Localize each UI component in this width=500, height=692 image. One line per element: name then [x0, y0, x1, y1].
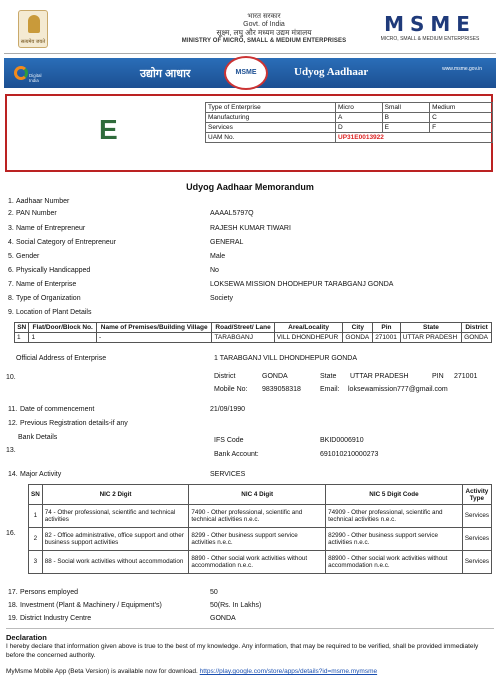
digital-india-icon	[14, 66, 28, 80]
field-label: Previous Registration details-if any	[20, 420, 128, 427]
emblem-text: सत्यमेव जयते	[20, 39, 46, 45]
field-social-category: 4. Social Category of Entrepreneur	[8, 239, 116, 246]
table-cell: B	[382, 113, 430, 123]
table-cell: TARABGANJ	[212, 333, 274, 343]
grade-letter: E	[99, 114, 118, 145]
table-cell: VILL DHONDHEPUR	[274, 333, 343, 343]
column-header: District	[462, 323, 492, 333]
field-value: 50(Rs. In Lakhs)	[210, 602, 262, 609]
field-value: RAJESH KUMAR TIWARI	[210, 225, 291, 232]
column-header: Flat/Door/Block No.	[29, 323, 96, 333]
field-value: 50	[210, 589, 218, 596]
table-cell: Type of Enterprise	[206, 103, 336, 113]
field-value: AAAAL5797Q	[210, 210, 254, 217]
table-row	[206, 123, 493, 133]
official-address-line: 1 TARABGANJ VILL DHONDHEPUR GONDA	[214, 355, 358, 362]
table-cell: 88900 - Other social work activities without accommodation n.e.c.	[326, 551, 463, 574]
column-header: City	[343, 323, 373, 333]
uam-number: UP31E0013922	[336, 133, 493, 143]
field-major-activity: 14. Major Activity	[8, 471, 62, 478]
field-number: 10.	[6, 374, 16, 381]
column-header: SN	[15, 323, 29, 333]
field-label: Location of Plant Details	[16, 309, 92, 316]
field-investment: 18. Investment (Plant & Machinery / Equipment's)	[8, 602, 162, 609]
column-header: NIC 5 Digit Code	[326, 485, 463, 505]
ministry-english: MINISTRY OF MICRO, SMALL & MEDIUM ENTERPRISES	[181, 38, 347, 44]
field-label: Name of Entrepreneur	[16, 225, 86, 232]
msme-logo	[370, 12, 490, 42]
ministry-hindi: सूक्ष्म, लघु और मध्यम उद्यम मंत्रालय	[216, 28, 312, 37]
table-cell: UTTAR PRADESH	[400, 333, 461, 343]
field-label: Investment (Plant & Machinery / Equipment's)	[20, 602, 162, 609]
table-row	[29, 505, 492, 528]
declaration-title: Declaration	[6, 633, 47, 642]
account-label: Bank Account:	[214, 451, 259, 458]
table-row	[206, 103, 493, 113]
pin-label: PIN	[432, 373, 444, 380]
ifs-label: IFS Code	[214, 437, 244, 444]
table-cell: 74909 - Other professional, scientific and technical activities n.e.c.	[326, 505, 463, 528]
field-label: Physically Handicapped	[16, 267, 91, 274]
state-value: UTTAR PRADESH	[350, 373, 409, 380]
msme-logo-text: MSME	[384, 12, 476, 36]
field-number: 16.	[6, 530, 16, 537]
table-cell: Services	[206, 123, 336, 133]
table-cell: GONDA	[343, 333, 373, 343]
field-commencement: 11. Date of commencement	[8, 406, 95, 413]
table-cell: 7490 - Other professional, scientific and technical activities n.e.c.	[189, 505, 326, 528]
email-label: Email:	[320, 386, 340, 393]
email-value: loksewamission777@gmail.com	[348, 386, 448, 393]
field-label: PAN Number	[16, 210, 57, 217]
field-value: Male	[210, 253, 226, 260]
column-header: State	[400, 323, 461, 333]
nic-activity-table	[28, 484, 492, 574]
field-label: Persons employed	[20, 589, 78, 596]
field-district-industry-centre: 19. District Industry Centre	[8, 615, 92, 622]
table-cell: Micro	[336, 103, 383, 113]
table-cell: 3	[29, 551, 43, 574]
table-cell: 74 - Other professional, scientific and technical activities	[42, 505, 189, 528]
udyog-aadhaar-banner	[4, 58, 496, 88]
table-cell: A	[336, 113, 383, 123]
field-value: GENERAL	[210, 239, 244, 246]
table-row	[15, 333, 492, 343]
table-cell: 2	[29, 528, 43, 551]
table-cell: Services	[462, 505, 491, 528]
field-enterprise-name: 7. Name of Enterprise	[8, 281, 77, 288]
ifs-value: BKID0006910	[320, 437, 364, 444]
field-label: Major Activity	[20, 471, 62, 478]
column-header: Name of Premises/Building Village	[96, 323, 212, 333]
field-label: Gender	[16, 253, 40, 260]
app-download-link[interactable]: https://play.google.com/store/apps/details?id=msme.mymsme	[199, 668, 378, 675]
gov-english: Govt. of India	[243, 21, 285, 28]
field-label: Type of Organization	[16, 295, 81, 302]
digital-india-text: Digital India	[29, 73, 42, 83]
table-cell: 8299 - Other business support service activities n.e.c.	[189, 528, 326, 551]
banner-hindi-title: उद्योग आधार	[140, 68, 191, 80]
field-handicapped: 6. Physically Handicapped	[8, 267, 91, 274]
pin-value: 271001	[454, 373, 478, 380]
table-cell: Medium	[430, 103, 493, 113]
government-title	[164, 12, 364, 44]
field-value: No	[210, 267, 219, 274]
field-pan: 2. PAN Number	[8, 210, 57, 217]
field-label: Aadhaar Number	[16, 198, 70, 205]
table-cell: GONDA	[462, 333, 492, 343]
digital-india-logo	[14, 64, 50, 82]
state-label: State	[320, 373, 337, 380]
divider	[6, 628, 494, 629]
table-header-row	[29, 485, 492, 505]
field-number: 13.	[6, 447, 16, 454]
field-value: GONDA	[210, 615, 236, 622]
udyog-aadhaar-seal-icon	[224, 56, 268, 90]
mobile-value: 9839058318	[262, 386, 301, 393]
field-plant-location: 9. Location of Plant Details	[8, 309, 92, 316]
table-cell: 1	[29, 333, 96, 343]
column-header: NIC 4 Digit	[189, 485, 326, 505]
header	[4, 4, 496, 54]
table-cell: 1	[29, 505, 43, 528]
field-aadhaar: 1. Aadhaar Number	[8, 198, 70, 205]
table-cell: C	[430, 113, 493, 123]
document-title: Udyog Aadhaar Memorandum	[186, 182, 314, 192]
column-header: SN	[29, 485, 43, 505]
table-cell: Services	[462, 528, 491, 551]
table-cell: -	[96, 333, 212, 343]
table-row	[29, 528, 492, 551]
mobile-label: Mobile No:	[214, 386, 248, 393]
field-value: 21/09/1990	[210, 406, 246, 413]
field-organization-type: 8. Type of Organization	[8, 295, 81, 302]
column-header: Road/Street/ Lane	[212, 323, 274, 333]
field-value: SERVICES	[210, 471, 246, 478]
field-label: District Industry Centre	[20, 615, 92, 622]
field-gender: 5. Gender	[8, 253, 40, 260]
table-cell: 271001	[373, 333, 401, 343]
district-label: District	[214, 373, 236, 380]
account-value: 691010210000273	[320, 451, 379, 458]
table-cell: 82990 - Other business support service activities n.e.c.	[326, 528, 463, 551]
enterprise-type-table	[205, 102, 493, 143]
field-previous-registration: 12. Previous Registration details-if any	[8, 420, 128, 427]
table-cell: Manufacturing	[206, 113, 336, 123]
column-header: Area/Locality	[274, 323, 343, 333]
table-row	[29, 551, 492, 574]
banner-website: www.msme.gov.in	[442, 66, 482, 72]
table-cell: F	[430, 123, 493, 133]
gov-hindi: भारत सरकार	[247, 13, 281, 20]
table-cell: Small	[382, 103, 430, 113]
table-cell: 88 - Social work activities without accommodation	[42, 551, 189, 574]
field-label: Name of Enterprise	[16, 281, 77, 288]
column-header: Activity Type	[462, 485, 491, 505]
field-label: Date of commencement	[20, 406, 95, 413]
official-address-label: Official Address of Enterprise	[16, 355, 107, 362]
table-cell: E	[382, 123, 430, 133]
field-label: Social Category of Entrepreneur	[16, 239, 116, 246]
field-entrepreneur: 3. Name of Entrepreneur	[8, 225, 86, 232]
uam-label: UAM No.	[206, 133, 336, 143]
field-persons-employed: 17. Persons employed	[8, 589, 78, 596]
table-cell: D	[336, 123, 383, 133]
msme-logo-sub: MICRO, SMALL & MEDIUM ENTERPRISES	[380, 36, 480, 42]
table-row	[206, 113, 493, 123]
table-cell: 82 - Office administrative, office support and other business support activities	[42, 528, 189, 551]
table-cell: 8890 - Other social work activities without accommodation n.e.c.	[189, 551, 326, 574]
table-row	[206, 133, 493, 143]
column-header: Pin	[373, 323, 401, 333]
banner-english-title: Udyog Aadhaar	[294, 66, 369, 78]
table-cell: 1	[15, 333, 29, 343]
seal-text: MSME	[235, 69, 257, 76]
app-text: MyMsme Mobile App (Beta Version) is available now for download.	[6, 668, 198, 675]
table-cell: Services	[462, 551, 491, 574]
declaration-text: I hereby declare that information given above is true to the best of my knowledge. Any information, that may be required to be verified, shall be provided immediately before the concerned authority.	[6, 643, 479, 659]
field-value: LOKSEWA MISSION DHODHEPUR TARABGANJ GONDA	[210, 281, 394, 288]
field-value: Society	[210, 295, 233, 302]
national-emblem-icon	[18, 10, 48, 48]
mobile-app-notice	[6, 668, 377, 675]
enterprise-classification-box	[5, 94, 493, 172]
bank-details-label: Bank Details	[18, 434, 58, 441]
column-header: NIC 2 Digit	[42, 485, 189, 505]
table-header-row	[15, 323, 492, 333]
district-value: GONDA	[262, 373, 288, 380]
plant-location-table	[14, 322, 492, 343]
